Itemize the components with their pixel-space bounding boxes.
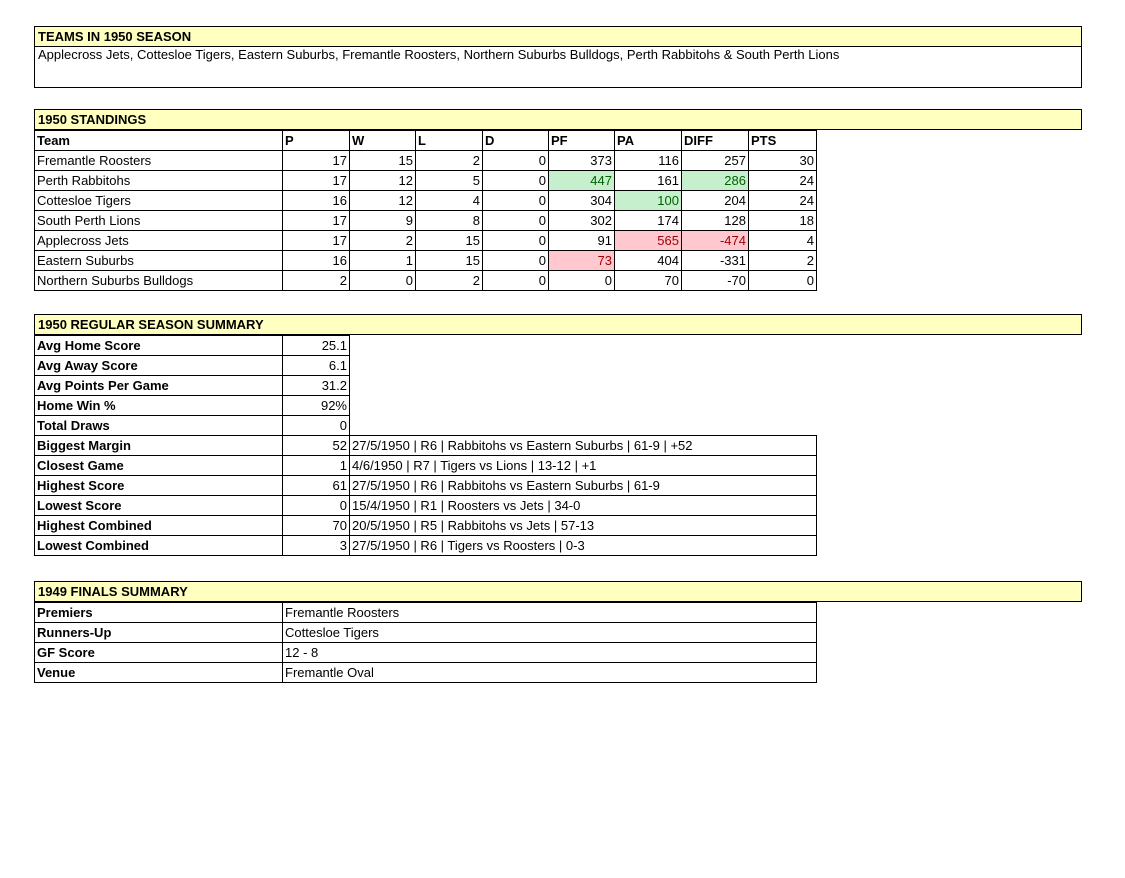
wins-cell: 12: [350, 171, 416, 191]
team-name: Perth Rabbitohs: [35, 171, 283, 191]
teams-list: Applecross Jets, Cottesloe Tigers, Eastern Suburbs, Fremantle Roosters, Northern Suburbs Bulldogs, Perth Rabbitohs & South Perth Lions: [34, 46, 1082, 88]
pf-cell: 304: [549, 191, 615, 211]
played-cell: 17: [283, 171, 350, 191]
finals-row: [35, 623, 817, 643]
summary-stat-row: [35, 396, 817, 416]
draws-cell: 0: [483, 151, 549, 171]
draws-cell: 0: [483, 251, 549, 271]
pa-cell-highlight-worst: 565: [615, 231, 682, 251]
standings-table: [34, 130, 817, 291]
table-row: [35, 231, 817, 251]
record-detail: 15/4/1950 | R1 | Roosters vs Jets | 34-0: [350, 496, 817, 516]
summary-record-row: [35, 456, 817, 476]
stat-value: 31.2: [283, 376, 350, 396]
record-detail: 20/5/1950 | R5 | Rabbitohs vs Jets | 57-13: [350, 516, 817, 536]
diff-cell-highlight-worst: -474: [682, 231, 749, 251]
finals-label: GF Score: [35, 643, 283, 663]
record-label: Biggest Margin: [35, 436, 283, 456]
wins-cell: 15: [350, 151, 416, 171]
diff-cell: -331: [682, 251, 749, 271]
team-name: Applecross Jets: [35, 231, 283, 251]
record-value: 3: [283, 536, 350, 556]
stat-value: 0: [283, 416, 350, 436]
pf-cell-highlight-best: 447: [549, 171, 615, 191]
summary-stat-row: [35, 416, 817, 436]
draws-cell: 0: [483, 231, 549, 251]
finals-value: Fremantle Oval: [283, 663, 817, 683]
col-header-pts: PTS: [749, 131, 817, 151]
record-label: Lowest Score: [35, 496, 283, 516]
losses-cell: 4: [416, 191, 483, 211]
summary-section-header: 1950 REGULAR SEASON SUMMARY: [34, 314, 1082, 335]
losses-cell: 2: [416, 151, 483, 171]
empty-cell: [350, 396, 817, 416]
record-label: Closest Game: [35, 456, 283, 476]
stat-label: Avg Away Score: [35, 356, 283, 376]
losses-cell: 8: [416, 211, 483, 231]
pa-cell: 174: [615, 211, 682, 231]
finals-row: [35, 603, 817, 623]
empty-cell: [350, 376, 817, 396]
col-header-d: D: [483, 131, 549, 151]
summary-record-row: [35, 436, 817, 456]
record-label: Highest Score: [35, 476, 283, 496]
played-cell: 2: [283, 271, 350, 291]
pts-cell: 4: [749, 231, 817, 251]
wins-cell: 0: [350, 271, 416, 291]
diff-cell: 204: [682, 191, 749, 211]
summary-stat-row: [35, 356, 817, 376]
pts-cell: 24: [749, 191, 817, 211]
diff-cell: -70: [682, 271, 749, 291]
pa-cell: 161: [615, 171, 682, 191]
pf-cell: 91: [549, 231, 615, 251]
table-row: [35, 191, 817, 211]
stat-label: Home Win %: [35, 396, 283, 416]
pts-cell: 30: [749, 151, 817, 171]
finals-value: Fremantle Roosters: [283, 603, 817, 623]
record-detail: 27/5/1950 | R6 | Rabbitohs vs Eastern Suburbs | 61-9: [350, 476, 817, 496]
played-cell: 17: [283, 211, 350, 231]
wins-cell: 1: [350, 251, 416, 271]
pf-cell: 0: [549, 271, 615, 291]
col-header-team: Team: [35, 131, 283, 151]
pts-cell: 0: [749, 271, 817, 291]
played-cell: 17: [283, 151, 350, 171]
draws-cell: 0: [483, 271, 549, 291]
table-row: [35, 211, 817, 231]
finals-value: 12 - 8: [283, 643, 817, 663]
team-name: South Perth Lions: [35, 211, 283, 231]
record-value: 52: [283, 436, 350, 456]
summary-record-row: [35, 476, 817, 496]
draws-cell: 0: [483, 191, 549, 211]
record-value: 70: [283, 516, 350, 536]
standings-section-header: 1950 STANDINGS: [34, 109, 1082, 130]
pts-cell: 18: [749, 211, 817, 231]
table-row: [35, 251, 817, 271]
record-label: Lowest Combined: [35, 536, 283, 556]
summary-record-row: [35, 496, 817, 516]
played-cell: 17: [283, 231, 350, 251]
team-name: Fremantle Roosters: [35, 151, 283, 171]
pa-cell: 70: [615, 271, 682, 291]
stat-label: Total Draws: [35, 416, 283, 436]
stat-value: 6.1: [283, 356, 350, 376]
stat-value: 92%: [283, 396, 350, 416]
losses-cell: 15: [416, 231, 483, 251]
record-detail: 27/5/1950 | R6 | Rabbitohs vs Eastern Suburbs | 61-9 | +52: [350, 436, 817, 456]
col-header-pf: PF: [549, 131, 615, 151]
pf-cell: 373: [549, 151, 615, 171]
teams-section-header: TEAMS IN 1950 SEASON: [34, 26, 1082, 47]
losses-cell: 2: [416, 271, 483, 291]
finals-label: Venue: [35, 663, 283, 683]
summary-table: [34, 335, 817, 556]
record-value: 0: [283, 496, 350, 516]
col-header-l: L: [416, 131, 483, 151]
record-label: Highest Combined: [35, 516, 283, 536]
finals-table: [34, 602, 817, 683]
table-row: [35, 171, 817, 191]
stat-label: Avg Home Score: [35, 336, 283, 356]
wins-cell: 12: [350, 191, 416, 211]
empty-cell: [350, 356, 817, 376]
finals-row: [35, 643, 817, 663]
pf-cell: 302: [549, 211, 615, 231]
record-value: 1: [283, 456, 350, 476]
wins-cell: 9: [350, 211, 416, 231]
table-row: [35, 151, 817, 171]
played-cell: 16: [283, 251, 350, 271]
diff-cell: 128: [682, 211, 749, 231]
pf-cell-highlight-worst: 73: [549, 251, 615, 271]
summary-record-row: [35, 516, 817, 536]
team-name: Cottesloe Tigers: [35, 191, 283, 211]
record-detail: 4/6/1950 | R7 | Tigers vs Lions | 13-12 | +1: [350, 456, 817, 476]
col-header-w: W: [350, 131, 416, 151]
finals-row: [35, 663, 817, 683]
draws-cell: 0: [483, 171, 549, 191]
team-name: Eastern Suburbs: [35, 251, 283, 271]
summary-record-row: [35, 536, 817, 556]
stat-value: 25.1: [283, 336, 350, 356]
draws-cell: 0: [483, 211, 549, 231]
table-row: [35, 271, 817, 291]
col-header-diff: DIFF: [682, 131, 749, 151]
empty-cell: [350, 416, 817, 436]
col-header-pa: PA: [615, 131, 682, 151]
diff-cell-highlight-best: 286: [682, 171, 749, 191]
pts-cell: 2: [749, 251, 817, 271]
wins-cell: 2: [350, 231, 416, 251]
diff-cell: 257: [682, 151, 749, 171]
col-header-p: P: [283, 131, 350, 151]
summary-stat-row: [35, 336, 817, 356]
played-cell: 16: [283, 191, 350, 211]
finals-label: Runners-Up: [35, 623, 283, 643]
pa-cell: 116: [615, 151, 682, 171]
finals-label: Premiers: [35, 603, 283, 623]
summary-stat-row: [35, 376, 817, 396]
stat-label: Avg Points Per Game: [35, 376, 283, 396]
pa-cell-highlight-best: 100: [615, 191, 682, 211]
losses-cell: 15: [416, 251, 483, 271]
pts-cell: 24: [749, 171, 817, 191]
team-name: Northern Suburbs Bulldogs: [35, 271, 283, 291]
record-value: 61: [283, 476, 350, 496]
record-detail: 27/5/1950 | R6 | Tigers vs Roosters | 0-3: [350, 536, 817, 556]
pa-cell: 404: [615, 251, 682, 271]
standings-header-row: [35, 131, 817, 151]
losses-cell: 5: [416, 171, 483, 191]
finals-section-header: 1949 FINALS SUMMARY: [34, 581, 1082, 602]
empty-cell: [350, 336, 817, 356]
finals-value: Cottesloe Tigers: [283, 623, 817, 643]
